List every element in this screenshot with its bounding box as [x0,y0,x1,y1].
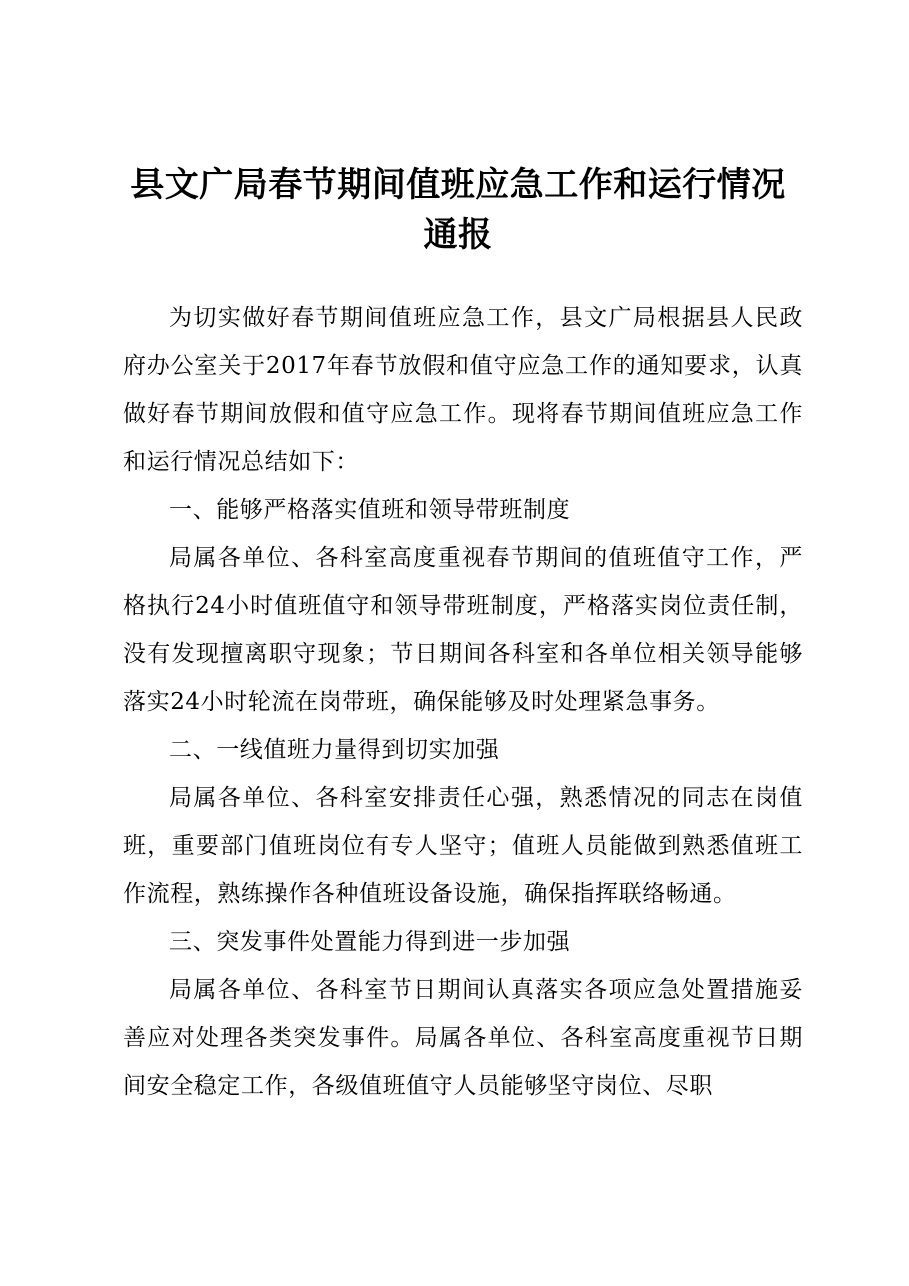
section-paragraph-1: 局属各单位、各科室高度重视春节期间的值班值守工作，严格执行24小时值班值守和领导带班制度，严格落实岗位责任制，没有发现擅离职守现象；节日期间各科室和各单位相关领导能够落实24小时轮流在岗带班，确保能够及时处理紧急事务。 [123,545,803,715]
section-paragraph-2: 局属各单位、各科室安排责任心强，熟悉情况的同志在岗值班，重要部门值班岗位有专人坚守；值班人员能做到熟悉值班工作流程，熟练操作各种值班设备设施，确保指挥联络畅通。 [123,785,803,907]
section-paragraph-3: 局属各单位、各科室节日期间认真落实各项应急处置措施妥善应对处理各类突发事件。局属各单位、各科室高度重视节日期间安全稳定工作，各级值班值守人员能够坚守岗位、尽职 [123,977,803,1099]
section-heading-1: 一、能够严格落实值班和领导带班制度 [169,497,571,523]
intro-paragraph: 为切实做好春节期间值班应急工作，县文广局根据县人民政府办公室关于2017年春节放假和值守应急工作的通知要求，认真做好春节期间放假和值守应急工作。现将春节期间值班应急工作和运行情况总结如下： [123,305,803,475]
section-heading-3: 三、突发事件处置能力得到进一步加强 [169,929,571,955]
section-heading-2: 二、一线值班力量得到切实加强 [169,737,500,763]
document-body [123,294,803,1110]
document-title: 县文广局春节期间值班应急工作和运行情况通报 [130,165,786,255]
